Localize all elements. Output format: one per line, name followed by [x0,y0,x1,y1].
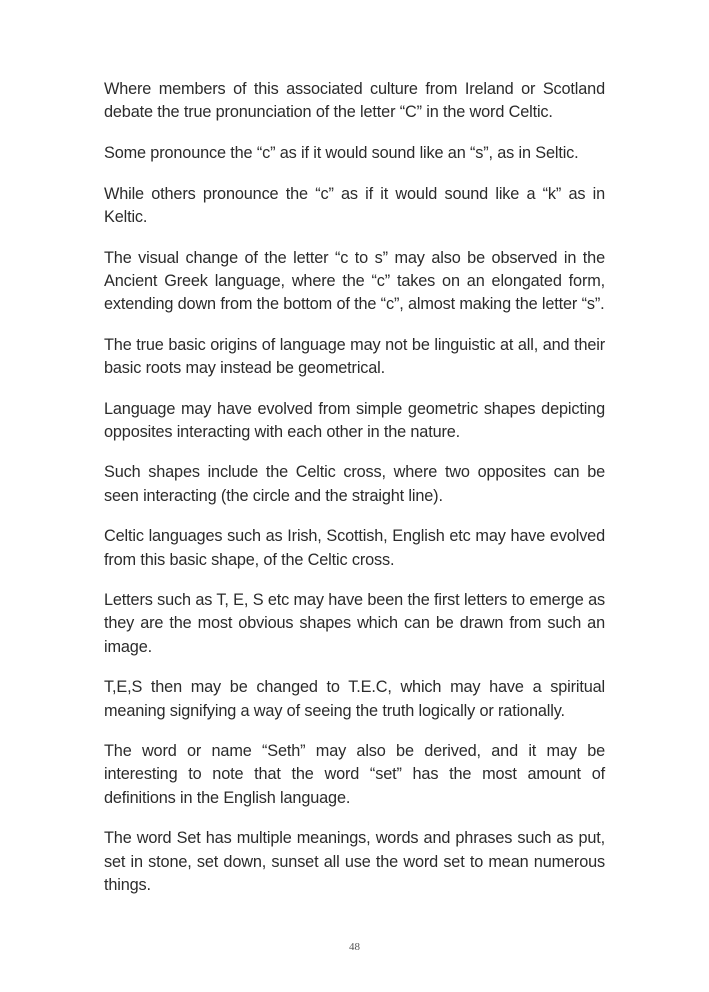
paragraph: The word or name “Seth” may also be derived, and it may be interesting to note that the word “set” has the most amount of definitions in the English language. [104,742,605,807]
paragraph: Letters such as T, E, S etc may have been the first letters to emerge as they are the most obvious shapes which can be drawn from such an image. [104,591,605,656]
paragraph: Celtic languages such as Irish, Scottish, English etc may have evolved from this basic shape, of the Celtic cross. [104,527,605,569]
paragraph: Where members of this associated culture from Ireland or Scotland debate the true pronunciation of the letter “C” in the word Celtic. [104,80,605,122]
paragraph: While others pronounce the “c” as if it would sound like a “k” as in Keltic. [104,184,605,226]
paragraph: T,E,S then may be changed to T.E.C, which may have a spiritual meaning signifying a way of seeing the truth logically or rationally. [104,678,605,720]
paragraph: Some pronounce the “c” as if it would sound like an “s”, as in Seltic. [104,143,579,162]
paragraph: The word Set has multiple meanings, words and phrases such as put, set in stone, set down, sunset all use the word set to mean numerous things. [104,829,605,894]
paragraph: The true basic origins of language may not be linguistic at all, and their basic roots may instead be geometrical. [104,335,605,377]
page-number: 48 [349,941,360,953]
paragraph: Such shapes include the Celtic cross, where two opposites can be seen interacting (the circle and the straight line). [104,463,605,505]
paragraph: The visual change of the letter “c to s” may also be observed in the Ancient Greek language, where the “c” takes on an elongated form, extending down from the bottom of the “c”, almost making the letter “s”. [104,248,605,313]
paragraph: Language may have evolved from simple geometric shapes depicting opposites interacting with each other in the nature. [104,399,605,441]
page-body [104,78,605,914]
